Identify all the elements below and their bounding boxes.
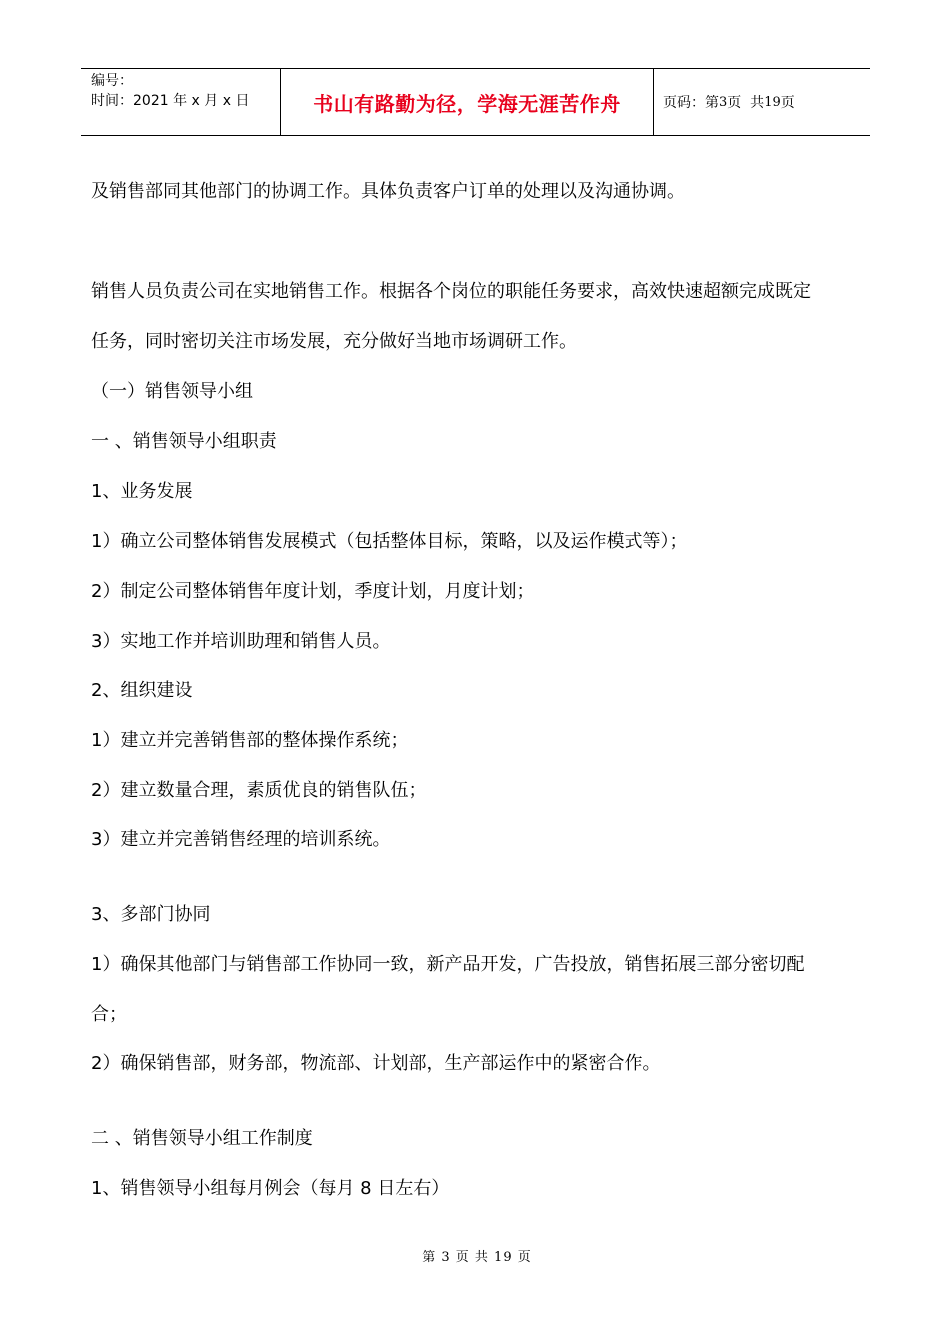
header-motto: 书山有路勤为径，学海无涯苦作舟 (281, 69, 654, 135)
subsection-heading: 2、组织建设 (91, 680, 193, 701)
serial-label: 编号： (91, 73, 133, 89)
list-item: 3）实地工作并培训助理和销售人员。 (91, 631, 391, 652)
section-heading: 二 、销售领导小组工作制度 (91, 1128, 313, 1149)
section-heading: （一）销售领导小组 (91, 381, 253, 402)
page-total: 19 (764, 94, 781, 110)
subsection-heading: 3、多部门协同 (91, 904, 211, 925)
page-prefix: 页码：第 (663, 95, 719, 111)
list-item: 1）确保其他部门与销售部工作协同一致，新产品开发，广告投放，销售拓展三部分密切配 (91, 954, 805, 975)
paragraph-line: 及销售部同其他部门的协调工作。具体负责客户订单的处理以及沟通协调。 (91, 181, 685, 202)
header-meta (81, 69, 281, 135)
section-heading: 一 、销售领导小组职责 (91, 431, 277, 452)
list-item: 2）制定公司整体销售年度计划，季度计划，月度计划； (91, 581, 535, 602)
subsection-heading: 1、业务发展 (91, 481, 193, 502)
list-item: 3）建立并完善销售经理的培训系统。 (91, 829, 391, 850)
list-item: 1）确立公司整体销售发展模式（包括整体目标，策略，以及运作模式等）； (91, 531, 688, 552)
page-header (81, 68, 870, 136)
list-item: 2）建立数量合理，素质优良的销售队伍； (91, 780, 427, 801)
date-label: 时间：2021 年 x 月 x 日 (91, 93, 250, 109)
page-mid: 页 共 (727, 95, 765, 111)
page-current: 3 (719, 94, 728, 110)
subsection-heading: 1、销售领导小组每月例会（每月 8 日左右） (91, 1178, 450, 1199)
paragraph-line: 销售人员负责公司在实地销售工作。根据各个岗位的职能任务要求，高效快速超额完成既定 (91, 281, 811, 302)
list-item: 2）确保销售部，财务部，物流部、计划部，生产部运作中的紧密合作。 (91, 1053, 661, 1074)
list-item-continuation: 合； (91, 1004, 127, 1025)
list-item: 1）建立并完善销售部的整体操作系统； (91, 730, 409, 751)
page-suffix: 页 (780, 95, 795, 111)
paragraph-line: 任务，同时密切关注市场发展，充分做好当地市场调研工作。 (91, 331, 577, 352)
page-footer: 第 3 页 共 19 页 (422, 1250, 532, 1265)
header-page-number (654, 69, 870, 135)
